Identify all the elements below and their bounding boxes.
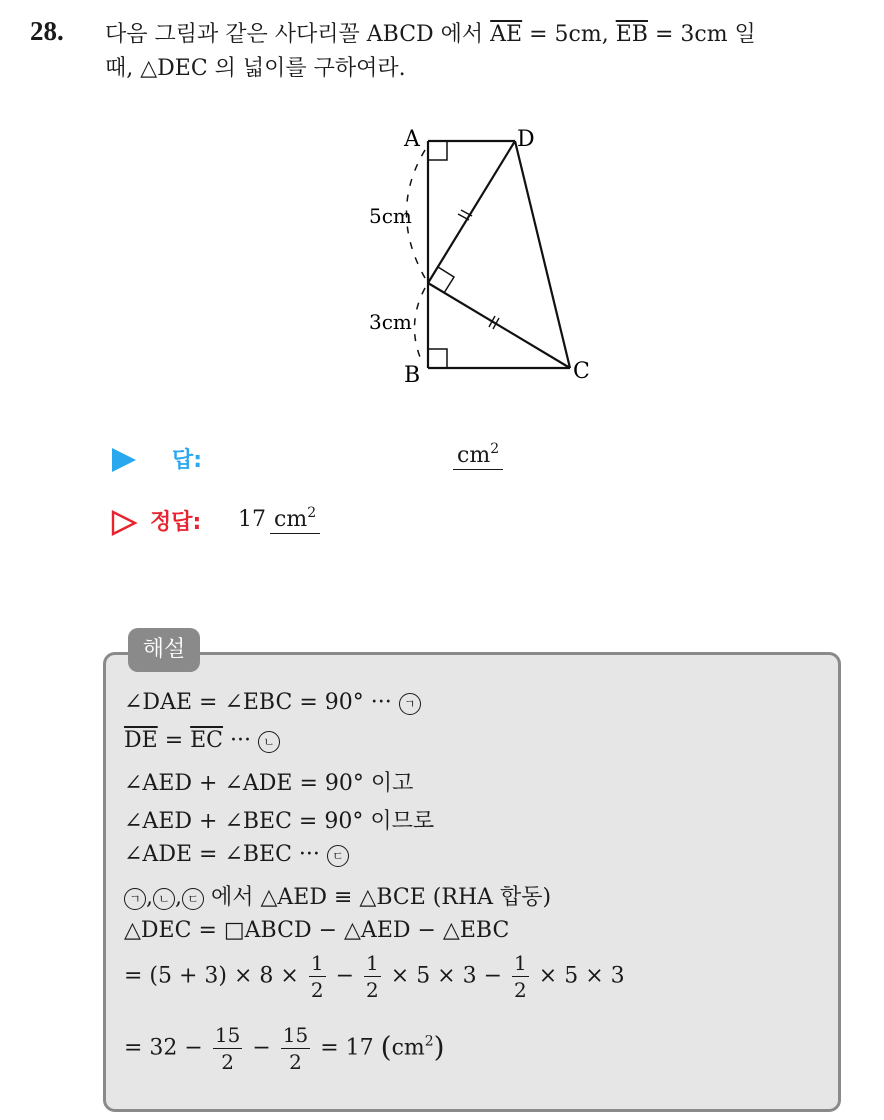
length-ae: = 5cm, [522,22,616,47]
dashed-arc-eb [414,288,425,364]
solution-line-8: = (5 + 3) × 8 × $\frac{1}{2}$ − $\frac{1}{2}$ × 5 × 3 − $\frac{1}{2}$ × 5 × 3 [124,951,625,1002]
length-eb: = 3cm 일 [647,22,756,47]
solution-line-1: ∠DAE = ∠EBC = 90° ··· ㄱ [124,690,421,715]
circled-nieun-ref: ㄴ [153,888,175,910]
tick-marks-ed [458,210,472,220]
fraction: $\frac{15}{2}$ [282,1023,309,1074]
right-angle-b [428,349,447,368]
solution-line-9: = 32 − $\frac{15}{2}$ − $\frac{15}{2}$ = 17 $(cm^2)$ [124,1023,445,1074]
answer-unit-base: cm [457,443,491,468]
label-d: D [517,127,535,152]
segment-ed [428,141,515,283]
question-line2: 때, △DEC 의 넓이를 구하여라. [105,56,406,81]
circled-digeut-ref: ㄷ [182,888,204,910]
label-5cm: 5cm [369,204,412,228]
fraction: $\frac{15}{2}$ [214,1023,241,1074]
correct-answer-row [110,502,530,542]
answer-label: 답: [172,448,203,473]
correct-unit-base: cm [274,507,308,532]
question-line1: 다음 그림과 같은 사다리꼴 ABCD 에서 [105,22,491,47]
solution-line-4: ∠AED + ∠BEC = 90° 이므로 [124,809,435,834]
solution-line-6: ㄱ , ㄴ , ㄷ 에서 △AED ≡ △BCE (RHA 합동) [124,880,551,911]
fraction: $\frac{1}{2}$ [310,951,324,1002]
label-a: A [404,127,420,152]
segment-ae: $\overline{AE}$ [490,22,523,47]
answer-row [110,440,530,480]
circled-giyeok-ref: ㄱ [124,888,146,910]
circled-nieun: ㄴ [258,731,280,753]
circled-giyeok: ㄱ [399,693,421,715]
right-angle-e [438,267,454,293]
solution-tab: 해설 [128,628,200,672]
side-cd [515,141,570,368]
question-text [105,18,865,86]
label-3cm: 3cm [369,310,412,334]
correct-answer-unit [270,507,320,534]
correct-answer-value: 17 [238,507,266,532]
trapezoid-figure [355,112,615,402]
answer-unit [453,443,503,470]
label-b: B [404,363,421,388]
question-number: 28. [30,16,64,46]
solution-line-2: $\overline{DE} = \overline{EC}$ ··· ㄴ [124,728,280,753]
segment-ec [428,283,570,368]
solution-line-3: ∠AED + ∠ADE = 90° 이고 [124,771,414,796]
fraction: $\frac{1}{2}$ [514,951,527,1002]
answer-unit-exp: 2 [490,441,500,457]
solution-line-5: ∠ADE = ∠BEC ··· ㄷ [124,842,349,867]
outline-play-icon [110,509,138,537]
correct-answer-label: 정답: [150,510,202,535]
circled-digeut: ㄷ [327,845,349,867]
play-icon [112,448,136,472]
fraction: $\frac{1}{2}$ [366,951,379,1002]
right-angle-a [428,141,447,160]
solution-line-7: △DEC = □ABCD − △AED − △EBC [124,918,510,943]
label-c: C [573,359,590,384]
segment-eb: $\overline{EB}$ [615,22,648,47]
correct-unit-exp: 2 [307,505,317,521]
